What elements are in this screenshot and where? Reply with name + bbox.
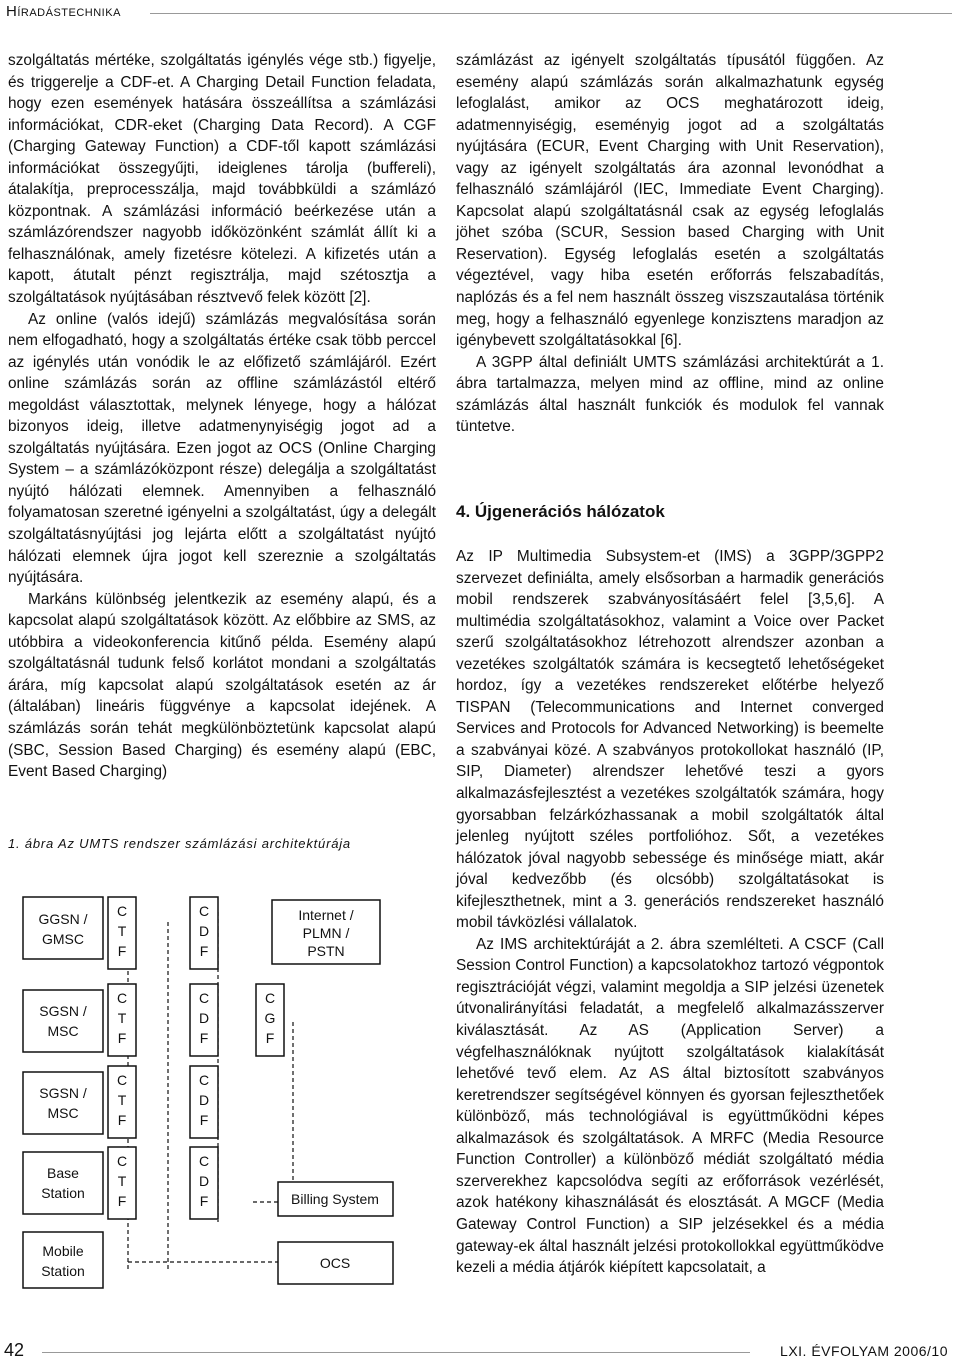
cdf1-c: C: [198, 903, 210, 919]
left-paragraph: Az online (valós idejű) számlázás megvalósítása során nem elfogadható, hogy a szolgáltatás értéke csak több perccel az igénylés után vonódik le az előfizető számlájáról. Ezért online számlázás során az offline számlázástól eltérő megoldást választottak, melynek lényege, hogy a hálózat bizonyos ideig, illetve adatmenynyiségig jogot ad a szolgáltatás nyújtására. Ezen jogot az OCS (Online Charging System – a számlázóközpont része) delegálja a szolgáltatást nyújtó hálózati elemnek. Amennyiben a felhasználó folyamatosan szeretné igényelni a szolgáltatást, úgy a delegált szolgáltatásnyújtási jog lejárta előtt a szolgáltatást nyújtó hálózati elemnek újra jogot kell szereznie a szolgáltatás nyújtására.: [8, 310, 436, 587]
box-sgsn-1: [23, 990, 103, 1052]
umts-billing-diagram: [18, 892, 408, 1292]
section-title: 4. Újgenerációs hálózatok: [456, 502, 665, 521]
left-paragraph: szolgáltatás mértéke, szolgáltatás igénylés vége stb.) figyelje, és triggerelje a CDF-et. A Charging Detail Function feladata, hogy ezen események hatására összeállítsa a számlázási információkat, CDR-eket (Charging Data Record). A CGF (Charging Gateway Function) a CDF-től kapott számlázási információkat összegyűjti, ideiglenes tárolja (buffereli), átalakítja, preprocesszálja, majd továbbküldi a számlázó központnak. A számlázási információ beérkezése után a számlázórendszer nagyobb időközönként számlát állít ki a felhasználónak, amely fizetésre kötelezi. A kifizetés után a kapott, átutalt pénzt regisztrálja, majd szétosztja a szolgáltatások nyújtásában résztvevő felek között [2].: [8, 52, 436, 307]
ctf2-t: T: [117, 1010, 127, 1026]
right-paragraph: Az IP Multimedia Subsystem-et (IMS) a 3GPP/3GPP2 szervezet definiálta, amely elsősorban a harmadik generációs mobil rendszerek szabványosításáért felel [3,5,6]. A multimédia szolgáltatásokhoz, valamint a Voice over Packet szerű szolgáltatásokhoz létrehozott alrendszer azonban a vezetékes szolgáltatók számára is kecsegtető lehetőségeket hordoz, így a vezetékes rendszereket előtérbe helyező TISPAN (Telecommunications and Internet converged Services and Protocols for Advanced Networking) is beemelte a szabványai közé. A szabványos protokollokat használó (IP, SIP, Diameter) alrendszer lehetővé teszi a gyors alkalmazásfejlesztést a vezetékes szolgáltatók számára, hogy gyorsabban felzárkózhassanak a mobil szolgáltatók által jelenleg nyújtott széles portfolióhoz. Sőt, a vezetékes hálózatok jóval nagyobb sebessége és minősége miatt, akár jóval kedvezőbb (és olcsóbb) szolgáltatásokat is kifejleszthetnek, mint a 3. generációs rendszereket használó mobil távközlési vállalatok.: [456, 548, 884, 932]
ocs-label: OCS: [319, 1255, 351, 1271]
ctf1-t: T: [117, 923, 127, 939]
ms-line1: Mobile: [42, 1243, 84, 1259]
ctf4-f: F: [117, 1193, 127, 1209]
cdf4-d: D: [198, 1173, 210, 1189]
sgsn1-line2: MSC: [47, 1023, 79, 1039]
cdf2-f: F: [199, 1030, 209, 1046]
right-column-top: [456, 50, 884, 438]
left-column: [8, 50, 436, 783]
running-head: Híradástechnika: [6, 3, 121, 20]
ggsn-line1: GGSN /: [38, 911, 88, 927]
cdf2-d: D: [198, 1010, 210, 1026]
ctf2-f: F: [117, 1030, 127, 1046]
cdf-column: [190, 897, 218, 1219]
page-footer: [0, 1340, 960, 1364]
left-paragraph: Markáns különbség jelentkezik az esemény alapú, és a kapcsolat alapú szolgáltatások között. Az előbbire az SMS, az utóbbira a videokonferencia kitűnő példa. Esemény alapú szolgáltatásnál tudunk felső korlátot mondani a szolgáltatás árára, míg kapcsolat alapú szolgáltatások esetén az ár (általában) lineáris függvénye a kapcsolat idejének. A számlázás során tehát megkülönböztetünk kapcsolat alapú (SBC, Session Based Charging) és esemény alapú (EBC, Event Based Charging): [8, 590, 436, 781]
right-column-bottom: [456, 546, 884, 1279]
ctf4-c: C: [116, 1153, 128, 1169]
ctf3-t: T: [117, 1092, 127, 1108]
sgsn2-line2: MSC: [47, 1105, 79, 1121]
box-mobile-station: [23, 1232, 103, 1288]
cdf3-c: C: [198, 1072, 210, 1088]
ggsn-line2: GMSC: [42, 931, 84, 947]
internet-line2: PLMN /: [302, 925, 350, 941]
ms-line2: Station: [41, 1263, 85, 1279]
bs-line2: Station: [41, 1185, 85, 1201]
cdf1-f: F: [199, 943, 209, 959]
box-billing-system: [278, 1182, 393, 1216]
cgf-c: C: [264, 990, 276, 1006]
ctf4-t: T: [117, 1173, 127, 1189]
sgsn1-line1: SGSN /: [39, 1003, 87, 1019]
footer-rule: [42, 1352, 750, 1353]
internet-line1: Internet /: [298, 907, 354, 923]
box-ocs: [278, 1242, 393, 1284]
cdf4-c: C: [198, 1153, 210, 1169]
box-internet-plmn-pstn: [272, 900, 380, 964]
cgf-f: F: [265, 1030, 275, 1046]
cdf3-d: D: [198, 1092, 210, 1108]
right-paragraph: számlázást az igényelt szolgáltatás típusától függően. Az esemény alapú számlázás során alkalmazhatunk egység lefoglalást, amikor az OCS meghatározott ideig, adatmennyiségig, eseményig jogot ad a szolgáltatás nyújtására (ECUR, Event Charging with Unit Reservation), vagy az igényelt szolgáltatás ára azonnal levonódhat a felhasználó számlájáról (IEC, Immediate Event Charging). Kapcsolat alapú szolgáltatásnál csak az egység lefoglalás jöhet szóba (SCUR, Session based Charging with Unit Reservation). Egység lefoglalás esetén a szolgáltatás végeztével, vagy hiba esetén erőforrás felszabadítás, naplózás és a fel nem használt összeg viszszautalása történik meg, hogy a felhasználó egyenlege konzisztens maradjon az igénybevett szolgáltatásokkal [6].: [456, 52, 884, 350]
cgf-g: G: [264, 1010, 276, 1026]
billing-label: Billing System: [291, 1191, 379, 1207]
cdf3-f: F: [199, 1112, 209, 1128]
ctf3-c: C: [116, 1072, 128, 1088]
ctf2-c: C: [116, 990, 128, 1006]
volume-label: LXI. ÉVFOLYAM 2006/10: [780, 1343, 948, 1359]
box-sgsn-2: [23, 1072, 103, 1134]
bs-line1: Base: [47, 1165, 79, 1181]
cdf1-d: D: [198, 923, 210, 939]
ctf-column: [108, 897, 136, 1219]
box-cgf: [256, 984, 284, 1056]
right-paragraph: A 3GPP által definiált UMTS számlázási architektúrát a 1. ábra tartalmazza, melyen mind az offline, mind az online számlázás által használt funkciók és modulok fel vannak tüntetve.: [456, 353, 884, 436]
box-ggsn: [23, 897, 103, 959]
box-base-station: [23, 1152, 103, 1214]
ctf1-c: C: [116, 903, 128, 919]
internet-line3: PSTN: [307, 943, 345, 959]
cdf2-c: C: [198, 990, 210, 1006]
ctf1-f: F: [117, 943, 127, 959]
cdf4-f: F: [199, 1193, 209, 1209]
header-rule: [150, 13, 952, 14]
ctf3-f: F: [117, 1112, 127, 1128]
right-paragraph: Az IMS architektúráját a 2. ábra szemlélteti. A CSCF (Call Session Control Function) a kapcsolatokhoz tartozó végpontok regisztrációját végzi, valamint megoldja a SIP jelzési üzenetek útvonalirányítási feladatát, a megfelelő alkalmazásszerver kiválasztását. Az AS (Application Server) a végfelhasználóknak nyújtott szolgáltatások kialakítását lehetővé tevő elem. Az AS által biztosított szabványos keretrendszer segítségével könnyen és gyorsan fejleszthetőek különböző, más technológiával is együttműködni képes alkalmazások és szolgáltatások. A MRFC (Media Resource Function Controller) a különböző médiát szolgáltató média szerverekhez kapcsolódva segíti az erőforrások vezérlését, azok hatékony kihasználását és elosztását. A MGCF (Media Gateway Control Function) a SIP jelzésekkel és a média gateway-ek által használt jelzési protokollokkal együttműködve kezeli a média átjárók kiépített kapcsolatait, a: [456, 935, 884, 1277]
page-header: [0, 0, 960, 28]
page-number: 42: [4, 1340, 25, 1360]
figure-caption: 1. ábra Az UMTS rendszer számlázási architektúrája: [8, 836, 351, 851]
sgsn2-line1: SGSN /: [39, 1085, 87, 1101]
